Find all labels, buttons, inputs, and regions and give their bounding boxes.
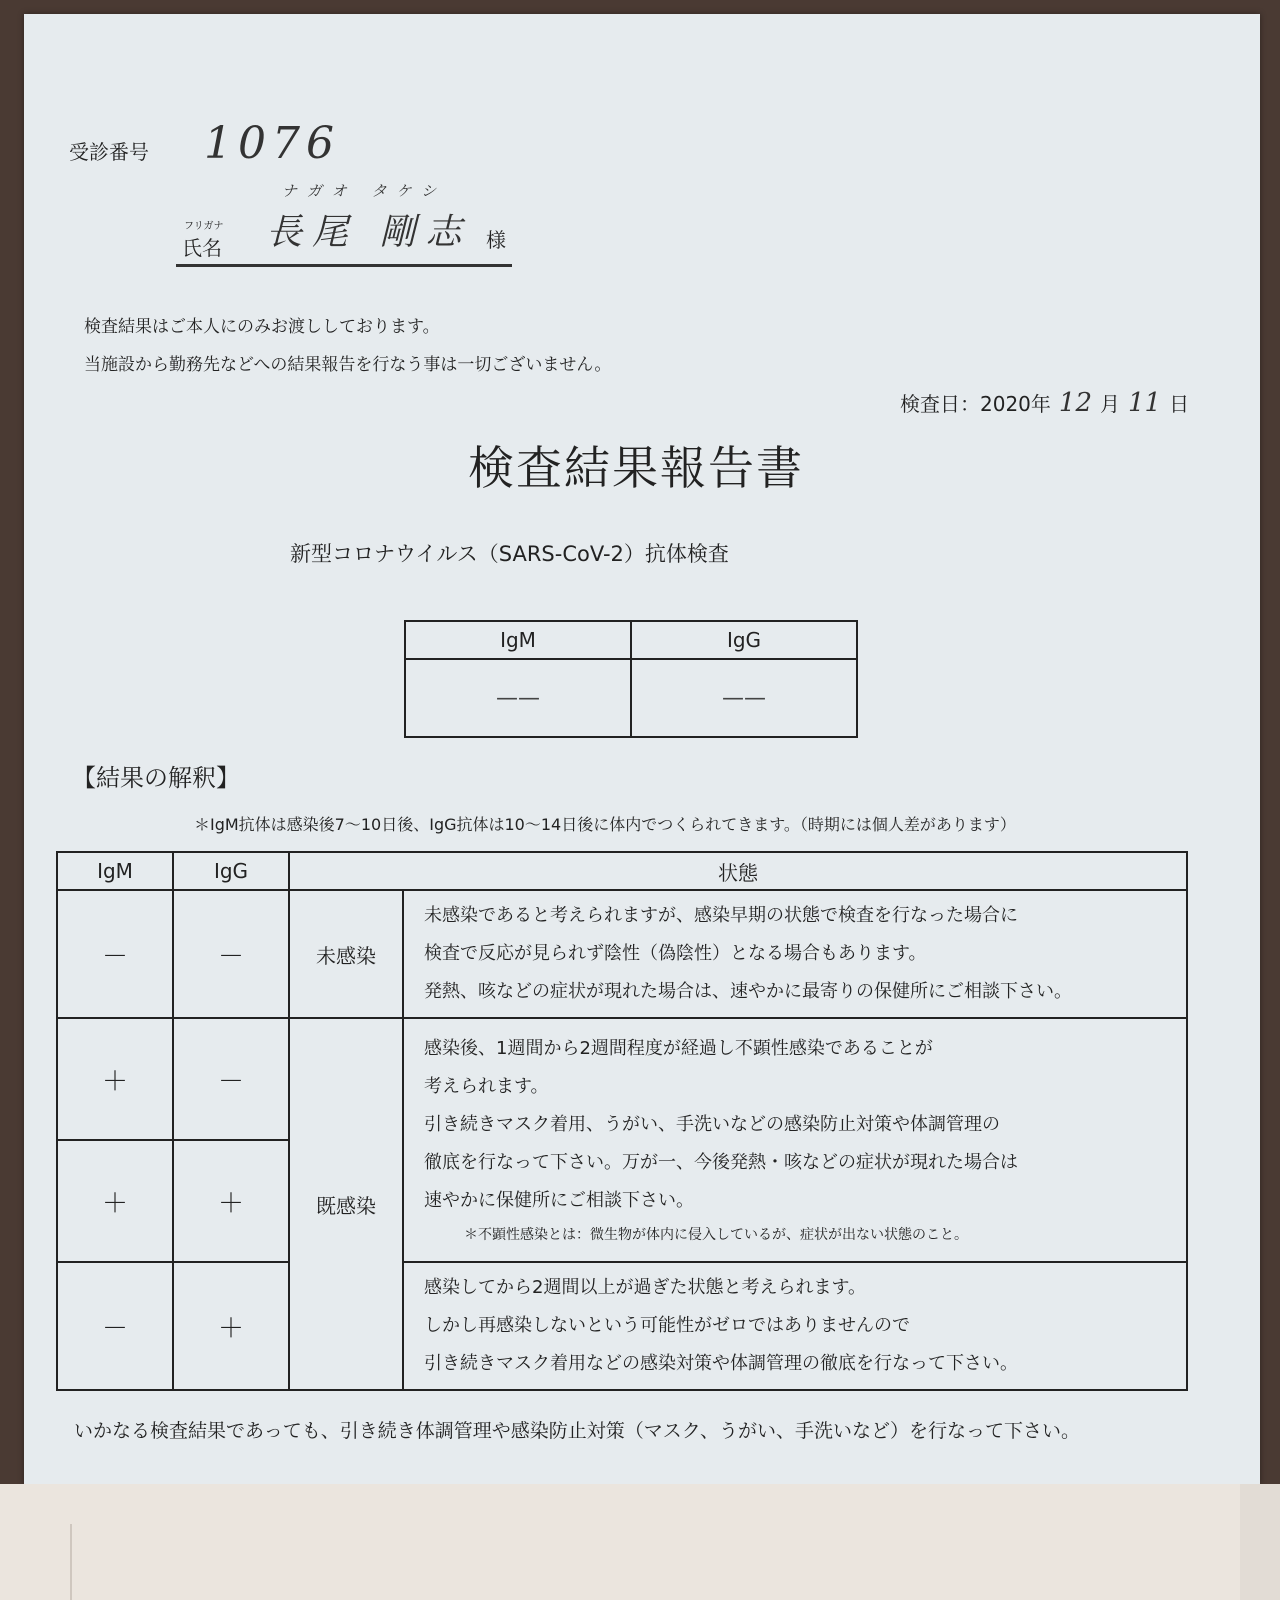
desc-past-line-1: 感染してから2週間以上が過ぎた状態と考えられます。 [424,1277,867,1298]
desc-uninfected-line-2: 検査で反応が見られず陰性（偽陰性）となる場合もあります。 [424,943,927,964]
desc-inapparent-line-3: 引き続きマスク着用、うがい、手洗いなどの感染防止対策や体調管理の [424,1114,1000,1135]
exam-date-month-unit: 月 [1100,392,1120,416]
name-furigana: ナガオ タケシ [282,182,447,200]
exam-date [900,388,1189,418]
desc-uninfected-line-3: 発熱、咳などの症状が現れた場合は、速やかに最寄りの保健所にご相談下さい。 [424,981,1072,1002]
sheet-edge-right [1240,1484,1280,1600]
interpretation-heading: 【結果の解釈】 [72,764,240,792]
desc-inapparent [403,1018,1187,1262]
status-infected: 既感染 [289,1018,403,1390]
antibody-result-table [404,620,858,738]
name-label: 氏名 [182,236,222,260]
desc-past-line-3: 引き続きマスク着用などの感染対策や体調管理の徹底を行なって下さい。 [424,1353,1018,1374]
row-2-igg: － [173,1018,289,1140]
desc-past-line-2: しかし再感染しないという可能性がゼロではありませんので [424,1315,910,1336]
desc-past [403,1262,1187,1390]
reception-number-value: 1076 [204,118,340,169]
table-row [57,1018,1187,1140]
antibody-header-igm: IgM [405,621,631,659]
sheet-edge [70,1524,72,1600]
background-sheet [0,1484,1280,1600]
interp-header-igg: IgG [173,852,289,890]
honorific: 様 [486,228,506,252]
row-1-igg: － [173,890,289,1018]
desc-inapparent-line-2: 考えられます。 [424,1076,549,1097]
exam-date-day: 11 [1128,388,1162,418]
row-4-igg: ＋ [173,1262,289,1390]
exam-date-day-unit: 日 [1169,392,1190,416]
desc-inapparent-line-1: 感染後、1週間から2週間程度が経過し不顕性感染であることが [424,1038,933,1059]
desc-inapparent-line-5: 速やかに保健所にご相談下さい。 [424,1190,694,1211]
interp-header-igm: IgM [57,852,173,890]
row-1-igm: － [57,890,173,1018]
antibody-value-igg: —— [631,659,857,737]
row-2-igm: ＋ [57,1018,173,1140]
antibody-header-igg: IgG [631,621,857,659]
desc-inapparent-line-4: 徹底を行なって下さい。万が一、今後発熱・咳などの症状が現れた場合は [424,1152,1018,1173]
report-sheet [24,14,1260,1484]
reception-number-label: 受診番号 [69,140,149,164]
notice-line-1: 検査結果はご本人にのみお渡ししております。 [84,317,440,337]
row-3-igm: ＋ [57,1140,173,1262]
desc-uninfected [403,890,1187,1018]
desc-inapparent-note: ＊不顕性感染とは：微生物が体内に侵入しているが、症状が出ない状態のこと。 [464,1227,968,1243]
name-value: 長尾 剛志 [266,212,472,253]
interp-header-status: 状態 [289,852,1187,890]
row-3-igg: ＋ [173,1140,289,1262]
table-row [57,1262,1187,1390]
footer-advice: いかなる検査結果であっても、引き続き体調管理や感染防止対策（マスク、うがい、手洗いなど）を行なって下さい。 [74,1420,1081,1442]
row-4-igm: － [57,1262,173,1390]
table-row [57,890,1187,1018]
desc-uninfected-line-1: 未感染であると考えられますが、感染早期の状態で検査を行なった場合に [424,905,1018,926]
notice-line-2: 当施設から勤務先などへの結果報告を行なう事は一切ございません。 [84,355,612,375]
page-title: 検査結果報告書 [468,441,804,495]
interpretation-note: ＊IgM抗体は感染後7〜10日後、IgG抗体は10〜14日後に体内でつくられてきます。（時期には個人差があります） [194,815,1016,834]
antibody-value-igm: —— [405,659,631,737]
exam-date-label: 検査日：2020年 [900,392,1051,416]
name-underline [176,264,512,267]
furigana-label: フリガナ [184,221,224,232]
interpretation-table [56,851,1188,1391]
exam-date-month: 12 [1058,388,1092,418]
page-subtitle: 新型コロナウイルス（SARS-CoV-2）抗体検査 [290,542,729,566]
status-uninfected: 未感染 [289,890,403,1018]
